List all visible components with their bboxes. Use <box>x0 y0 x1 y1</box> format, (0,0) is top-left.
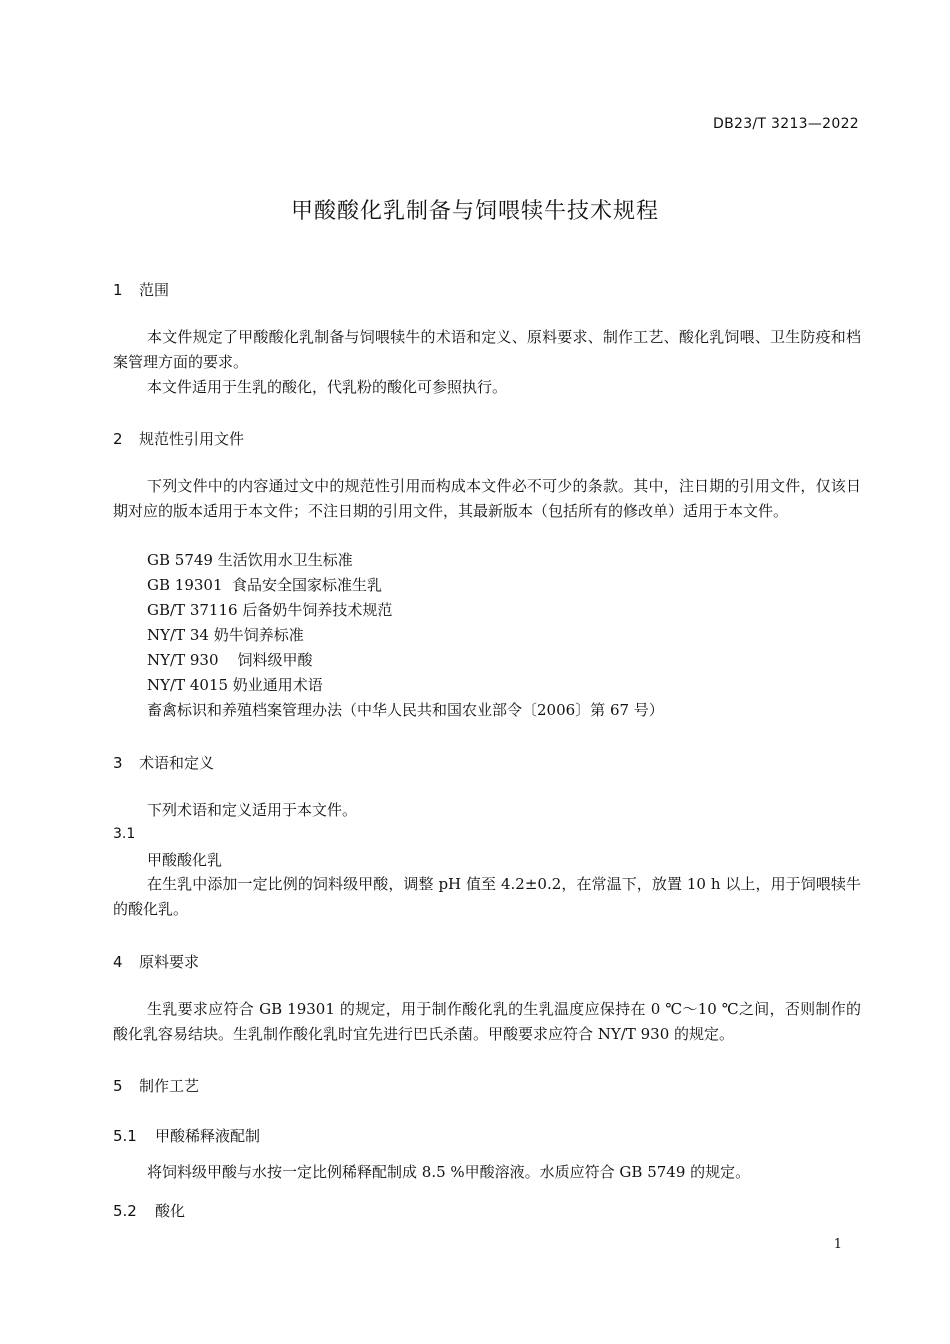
section-1-heading <box>113 279 169 300</box>
section-number: 2 <box>113 430 123 448</box>
section-2-paragraph-1: 下列文件中的内容通过文中的规范性引用而构成本文件必不可少的条款。其中，注日期的引用文件，仅该日期对应的版本适用于本文件；不注日期的引用文件，其最新版本（包括所有的修改单）适用于本文件。 <box>113 477 861 520</box>
section-number: 3 <box>113 754 123 772</box>
section-number: 4 <box>113 953 123 971</box>
section-5-1-heading <box>113 1125 260 1146</box>
document-number: DB23/T 3213—2022 <box>713 116 859 132</box>
section-number: 5 <box>113 1077 123 1095</box>
term-definition: 在生乳中添加一定比例的饲料级甲酸，调整 pH 值至 4.2±0.2，在常温下，放置 10 h 以上，用于饲喂犊牛的酸化乳。 <box>113 875 861 918</box>
section-2-heading <box>113 428 244 449</box>
section-number: 5.2 <box>113 1202 137 1220</box>
section-5-2-heading <box>113 1200 185 1221</box>
document-title: 甲酸酸化乳制备与饲喂犊牛技术规程 <box>290 199 659 224</box>
section-title: 甲酸稀释液配制 <box>155 1127 261 1145</box>
page-number: 1 <box>833 1237 842 1252</box>
section-1-paragraph-1: 本文件规定了甲酸酸化乳制备与饲喂犊牛的术语和定义、原料要求、制作工艺、酸化乳饲喂、卫生防疫和档案管理方面的要求。 <box>113 328 861 371</box>
section-number: 1 <box>113 281 123 299</box>
section-title: 制作工艺 <box>139 1077 200 1095</box>
section-1-paragraph-2: 本文件适用于生乳的酸化，代乳粉的酸化可参照执行。 <box>147 378 508 396</box>
section-4-paragraph-1: 生乳要求应符合 GB 19301 的规定，用于制作酸化乳的生乳温度应保持在 0 ℃～10 ℃之间，否则制作的酸化乳容易结块。生乳制作酸化乳时宜先进行巴氏杀菌。甲酸要求应符合 NY/T 930 的规定。 <box>113 1000 861 1043</box>
section-title: 范围 <box>139 281 170 299</box>
section-5-heading <box>113 1075 199 1096</box>
section-title: 酸化 <box>155 1202 186 1220</box>
section-4-heading <box>113 951 199 972</box>
reference-item: 畜禽标识和养殖档案管理办法（中华人民共和国农业部令〔2006〕第 67 号） <box>147 701 664 719</box>
reference-item: GB 19301 食品安全国家标准生乳 <box>147 576 383 594</box>
reference-item: GB/T 37116 后备奶牛饲养技术规范 <box>147 601 393 619</box>
section-title: 原料要求 <box>139 953 200 971</box>
reference-item: GB 5749 生活饮用水卫生标准 <box>147 551 353 569</box>
reference-item: NY/T 34 奶牛饲养标准 <box>147 626 304 644</box>
term-name: 甲酸酸化乳 <box>147 851 223 869</box>
reference-item: NY/T 930 饲料级甲酸 <box>147 651 313 669</box>
section-3-paragraph-1: 下列术语和定义适用于本文件。 <box>147 801 358 819</box>
section-title: 术语和定义 <box>139 754 215 772</box>
term-number: 3.1 <box>113 826 136 842</box>
reference-item: NY/T 4015 奶业通用术语 <box>147 676 323 694</box>
section-5-1-paragraph-1: 将饲料级甲酸与水按一定比例稀释配制成 8.5 %甲酸溶液。水质应符合 GB 5749 的规定。 <box>147 1163 751 1181</box>
section-title: 规范性引用文件 <box>139 430 245 448</box>
section-number: 5.1 <box>113 1127 137 1145</box>
section-3-heading <box>113 752 214 773</box>
